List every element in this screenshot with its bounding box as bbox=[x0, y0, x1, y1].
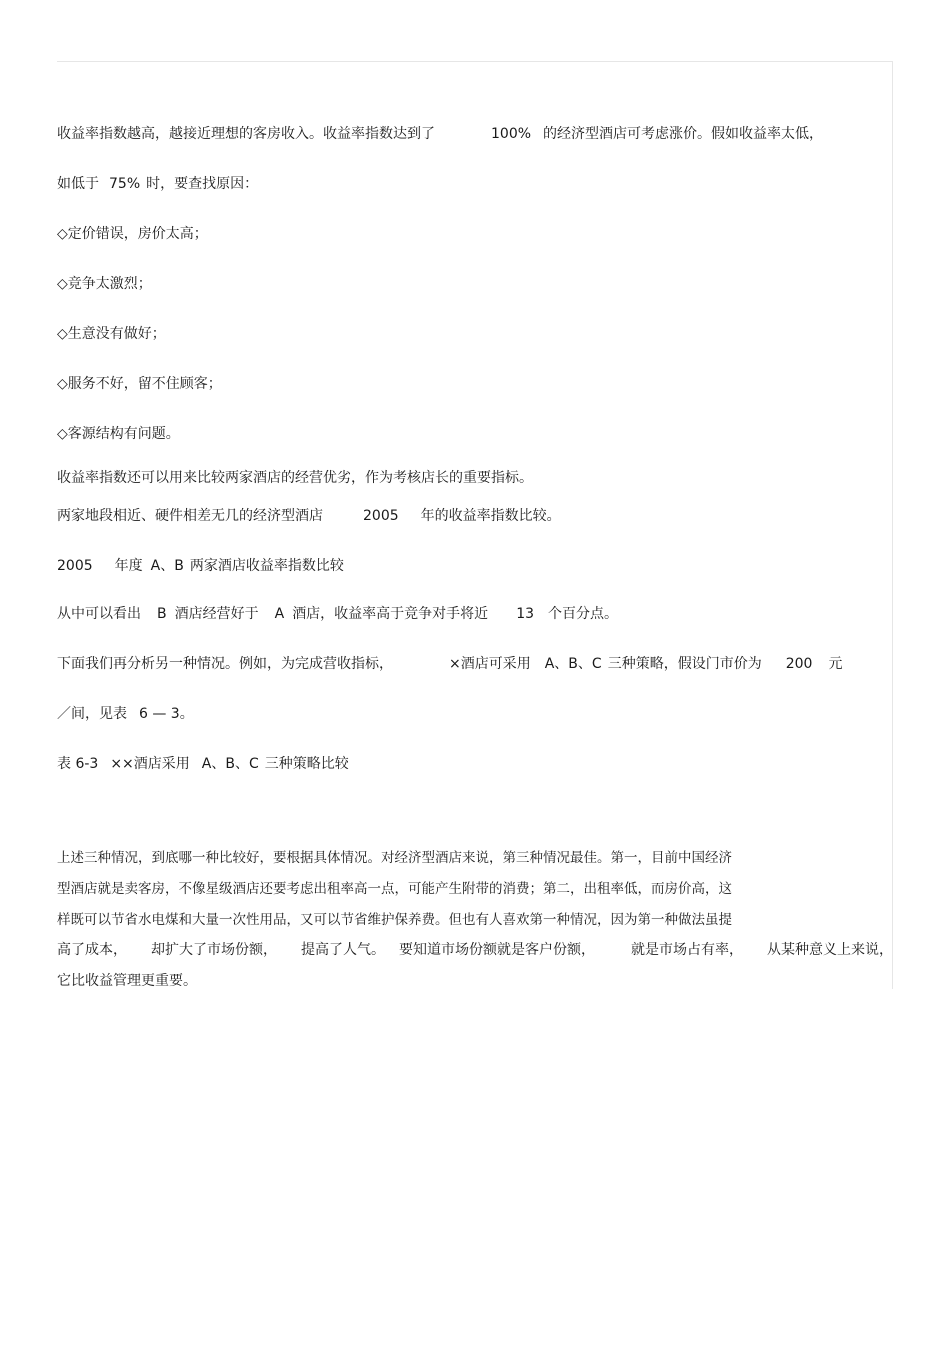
text-segment: 个百分点。 bbox=[548, 606, 619, 622]
paragraph-strategies bbox=[57, 655, 842, 673]
bullet-item: ◇服务不好，留不住顾客； bbox=[57, 376, 222, 392]
text-segment: 如低于 bbox=[57, 176, 99, 192]
bullet-item: ◇竞争太激烈； bbox=[57, 276, 152, 292]
bullet-item: ◇客源结构有问题。 bbox=[57, 426, 180, 442]
text-segment: 三种策略，假设门市价为 bbox=[607, 656, 762, 672]
text-segment: 元 bbox=[828, 656, 843, 672]
number-value: 13 bbox=[516, 606, 535, 622]
text-segment: 。 bbox=[179, 706, 194, 722]
bullet-item: ◇生意没有做好； bbox=[57, 326, 166, 342]
text-segment: B bbox=[157, 606, 167, 622]
paragraph-conclusion-line: 上述三种情况，到底哪一种比较好，要根据具体情况。对经济型酒店来说，第三种情况最佳。第一，目前中国经济 bbox=[57, 850, 732, 866]
paragraph-comparison-use: 收益率指数还可以用来比较两家酒店的经营优劣，作为考核店长的重要指标。 bbox=[57, 470, 533, 486]
text-segment: 时，要查找原因： bbox=[146, 176, 259, 192]
text-segment: 酒店，收益率高于竞争对手将近 bbox=[292, 606, 489, 622]
paragraph-two-hotels bbox=[57, 507, 561, 525]
text-segment: 下面我们再分析另一种情况。例如，为完成营收指标， bbox=[57, 656, 393, 672]
text-segment: 却扩大了市场份额， bbox=[151, 942, 277, 958]
text-segment: A、B、C bbox=[201, 756, 259, 772]
text-segment: 收益率指数越高，越接近理想的客房收入。收益率指数达到了 bbox=[57, 126, 435, 142]
table-reference: 6 — 3 bbox=[139, 706, 180, 722]
percentage-value: 75% bbox=[109, 176, 141, 192]
paragraph-conclusion-line: 型酒店就是卖客房，不像星级酒店还要考虑出租率高一点，可能产生附带的消费；第二，出租率低，而房价高，这 bbox=[57, 881, 732, 897]
paragraph-conclusion-line: 它比收益管理更重要。 bbox=[57, 973, 197, 989]
paragraph-yield-index-intro bbox=[57, 125, 823, 143]
text-segment: 从某种意义上来说， bbox=[767, 942, 893, 958]
text-segment: 两家地段相近、硬件相差无几的经济型酒店 bbox=[57, 508, 323, 524]
paragraph-conclusion-line bbox=[57, 941, 893, 959]
text-segment: ××酒店采用 bbox=[110, 756, 190, 772]
year-value: 2005 bbox=[363, 508, 399, 524]
text-segment: 高了成本， bbox=[57, 942, 127, 958]
paragraph-see-table bbox=[57, 705, 194, 723]
text-segment: 年的收益率指数比较。 bbox=[420, 508, 561, 524]
percentage-value: 100% bbox=[491, 126, 532, 142]
text-segment: 年度 bbox=[114, 558, 143, 574]
text-segment: 两家酒店收益率指数比较 bbox=[189, 558, 344, 574]
text-segment: 从中可以看出 bbox=[57, 606, 141, 622]
paragraph-threshold bbox=[57, 175, 258, 193]
text-segment: 就是市场占有率， bbox=[631, 942, 743, 958]
text-segment: 的经济型酒店可考虑涨价。假如收益率太低， bbox=[543, 126, 824, 142]
text-segment: 提高了人气。 bbox=[301, 942, 385, 958]
text-segment: A bbox=[274, 606, 285, 622]
text-segment: ×酒店可采用 bbox=[449, 656, 531, 672]
bullet-item: ◇定价错误，房价太高； bbox=[57, 226, 208, 242]
paragraph-conclusion-line: 样既可以节省水电煤和大量一次性用品，又可以节省维护保养费。但也有人喜欢第一种情况，因为第一种做法虽提 bbox=[57, 912, 732, 928]
year-value: 2005 bbox=[57, 558, 93, 574]
table-number: 表 6-3 bbox=[57, 756, 99, 772]
text-segment: 三种策略比较 bbox=[264, 756, 349, 772]
table-caption-yield-comparison bbox=[57, 557, 344, 575]
text-segment: 酒店经营好于 bbox=[174, 606, 259, 622]
text-segment: A、B bbox=[150, 558, 184, 574]
price-value: 200 bbox=[785, 656, 813, 672]
table-caption-strategies bbox=[57, 755, 349, 773]
text-segment: ／间，见表 bbox=[57, 706, 127, 722]
text-segment: 要知道市场份额就是客户份额， bbox=[399, 942, 595, 958]
paragraph-b-better bbox=[57, 605, 618, 623]
text-segment: A、B、C bbox=[544, 656, 602, 672]
